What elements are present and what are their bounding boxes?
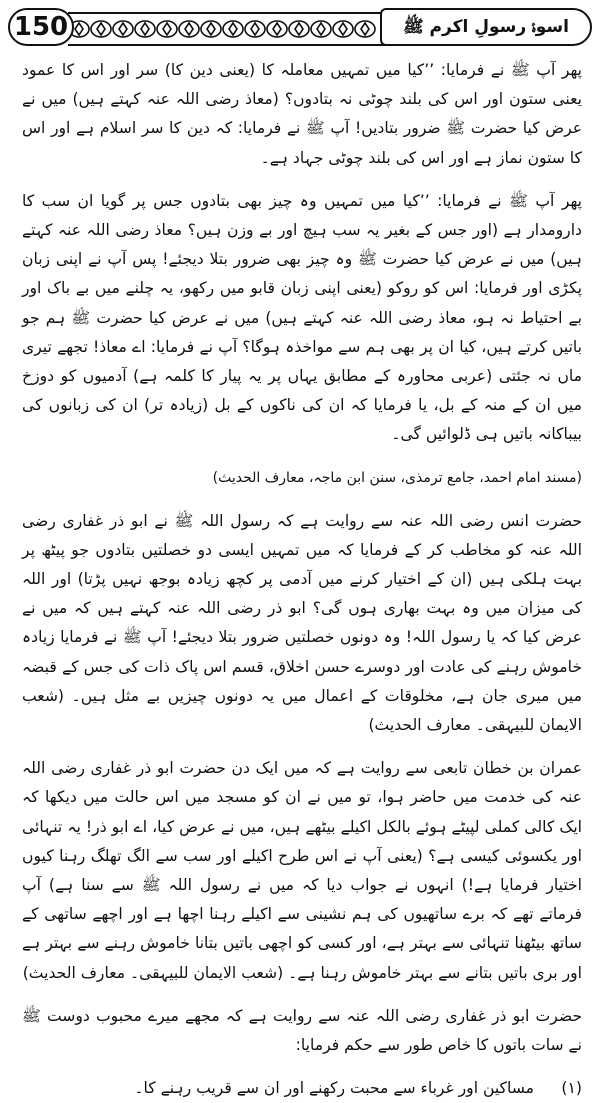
ornament-diamond [273,23,281,35]
paragraph-4: عمران بن خطان تابعی سے روایت ہے کہ میں ایک دن حضرت ابو ذر غفاری رضی اللہ عنہ کی خدمت میں حاضر ہوا، تو میں نے ان کو مسجد میں اس حالت میں دیکھا کہ ایک کالی کملی لپیٹے ہوئے بالکل اکیلے بیٹھے ہیں، میں نے عرض کیا، اے ابو ذر! یہ تنہائی اور یکسوئی کیسی ہے؟ (یعنی آپ نے اس طرح اکیلے اور سب سے الگ تھلگ رہنا کیوں اختیار فرمایا ہے!) انہوں نے جواب دیا کہ میں نے رسول اللہ ﷺ سے سنا ہے) آپ فرماتے تھے کہ برے ساتھیوں کی ہم نشینی سے اکیلے رہنا اچھا ہے اور اچھے ساتھی کے ساتھ بیٹھنا تنہائی سے بہتر ہے، اور کسی کو اچھی باتیں بتانا خاموش رہنے سے بہتر ہے اور بری باتیں بتانے سے بہتر خاموش رہنا ہے۔ (شعب الایمان للبیہقی۔ معارف الحدیث) [22,759,582,982]
paragraph-2: پھر آپ ﷺ نے فرمایا: ’’کیا میں تمہیں وہ چیز بھی بتادوں جس پر گویا ان سب کا دارومدار ہے (اور جس کے بغیر یہ سب ہیچ اور بے وزن ہیں؟ معاذ رضی اللہ عنہ کہتے ہیں) میں نے عرض کیا حضرت ﷺ وہ چیز بھی ضرور بتلا دیجئے! پس آپ نے اپنی زبان پکڑی اور فرمایا: اس کو روکو (یعنی اپنی زبان قابو میں رکھو، یہ چلنے میں بے باک اور بے احتیاط نہ ہو، معاذ رضی اللہ عنہ کہتے ہیں) میں نے عرض کیا حضرت ﷺ ہم جو باتیں کرتے ہیں، کیا ان پر بھی ہم سے مواخذہ ہوگا؟ آپ نے فرمایا: اے معاذ! تجھے تیری ماں نہ جئتی (عربی محاورہ کے مطابق یہاں پر یہ پیار کا کلمہ ہے) آدمیوں کو دوزخ میں ان کے منہ کے بل، یا فرمایا کہ ان کی ناکوں کے بل (زیادہ تر) ان کی زبانوں کی بیباکانہ باتیں ہی ڈلوائیں گی۔ [22,191,582,444]
ornament-diamond [141,23,149,35]
ornament-diamond [295,23,303,35]
ornament-diamond [185,23,193,35]
page-number: 150 [8,8,74,46]
paragraph-5: حضرت ابو ذر غفاری رضی اللہ عنہ سے روایت ہے کہ مجھے میرے محبوب دوست ﷺ نے سات باتوں کا خاص طور سے حکم فرمایا: [22,1006,582,1055]
ornament-diamond [317,23,325,35]
list-item-text: مساکین اور غرباء سے محبت رکھنے اور ان سے قریب رہنے کا۔ [134,1079,534,1098]
ornament-diamond [361,23,369,35]
list-item [22,1074,582,1103]
book-title: اسوۂ رسولِ اکرم ﷺ [380,8,592,46]
page-body [22,56,582,1098]
ornament-diamond [75,23,83,35]
hadith-reference: (مسند امام احمد، جامع ترمذی، سنن ابن ماجہ، معارف الحدیث) [212,469,582,486]
ornament-diamond [119,23,127,35]
ornament-diamond [207,23,215,35]
ornament-diamond [97,23,105,35]
ornament-diamond [163,23,171,35]
list-item-number: (۱) [561,1079,582,1098]
ornament-diamond [251,23,259,35]
page-header [8,8,592,48]
ornament-diamond [339,23,347,35]
paragraph-1: پھر آپ ﷺ نے فرمایا: ’’کیا میں تمہیں معاملہ کا (یعنی دین کا) سر اور اس کا عمود یعنی ستون اور اس کی بلند چوٹی نہ بتادوں؟ (معاذ رضی اللہ عنہ کہتے ہیں) میں نے عرض کیا حضرت ﷺ ضرور بتادیں! آپ ﷺ نے فرمایا: کہ دین کا سر اسلام ہے اور اس کا ستون نماز ہے اور اس کی بلند چوٹی جہاد ہے۔ [22,61,582,167]
decorative-border-ornament [68,12,386,46]
paragraph-3: حضرت انس رضی اللہ عنہ سے روایت ہے کہ رسول اللہ ﷺ نے ابو ذر غفاری رضی اللہ عنہ کو مخاطب کر کے فرمایا کہ میں تمہیں ایسی دو خصلتیں بتادوں جو پیٹھ پر بہت ہلکی ہیں (ان کے اختیار کرنے میں آدمی پر کچھ زیادہ بوجھ نہیں پڑتا) اور اللہ کی میزان میں وہ بہت بھاری ہوں گی؟ ابو ذر رضی اللہ عنہ کہتے ہیں کہ میں نے عرض کیا کہ یا رسول اللہ! وہ دونوں خصلتیں ضرور بتلا دیجئے! آپ ﷺ نے فرمایا زیادہ خاموش رہنے کی عادت اور دوسرے حسن اخلاق، قسم اس پاک ذات کی جس کے قبضہ میں میری جان ہے، مخلوقات کے اعمال میں یہ دونوں چیزیں بے مثل ہیں۔ (شعب الایمان للبیہقی۔ معارف الحدیث) [22,511,582,735]
ornament-diamond [229,23,237,35]
